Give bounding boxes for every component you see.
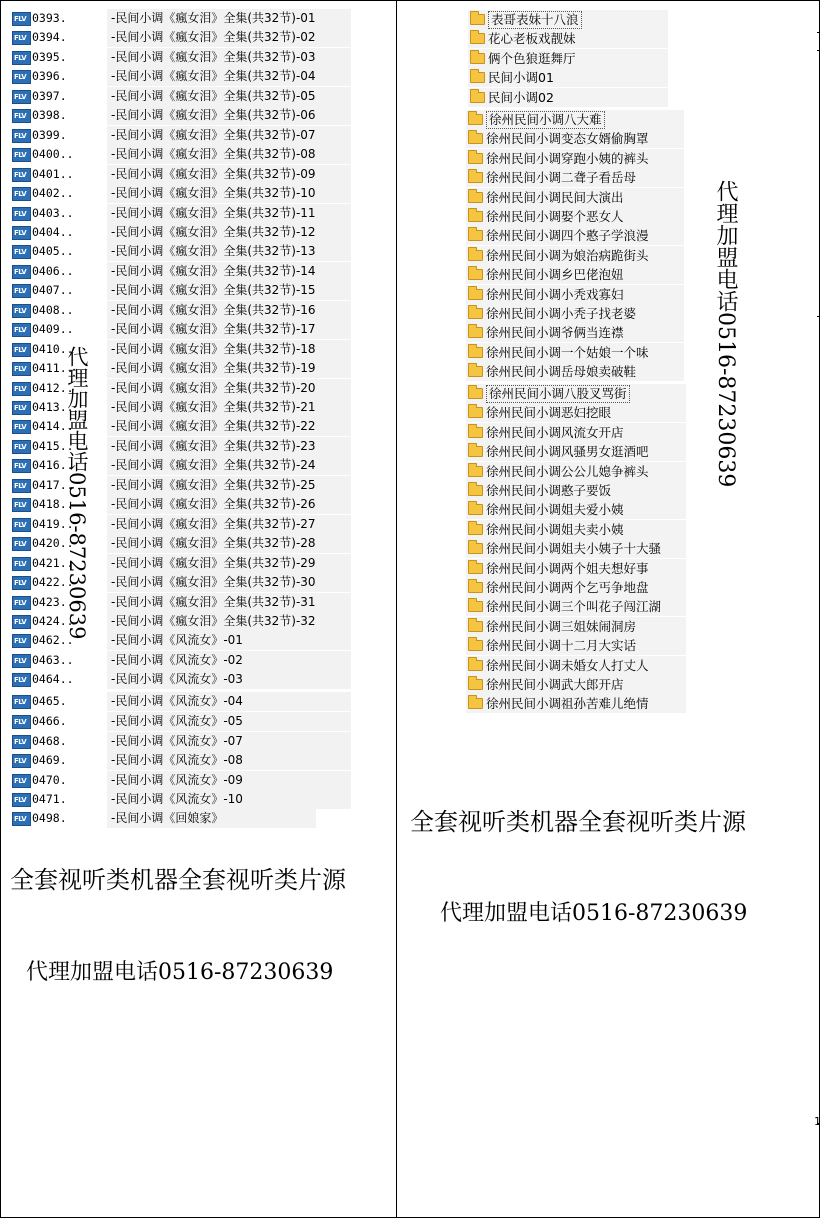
folder-list-item[interactable] — [466, 226, 684, 245]
folder-list-item[interactable] — [468, 68, 668, 87]
flv-file-icon — [12, 735, 31, 749]
folder-name: 徐州民间小调岳母娘卖破鞋 — [486, 364, 637, 380]
folder-icon — [468, 230, 483, 241]
folder-name: 花心老板戏靓妹 — [488, 31, 576, 47]
folder-name: 徐州民间小调三个叫花子闯江湖 — [486, 599, 662, 615]
file-number: 0398. — [32, 108, 67, 123]
file-title: -民间小调《瘋女泪》全集(共32节)-32 — [107, 612, 351, 631]
file-number: 0401.. — [32, 166, 74, 181]
file-number: 0463.. — [32, 652, 74, 667]
flv-file-icon — [12, 596, 31, 610]
file-title: -民间小调《瘋女泪》全集(共32节)-02 — [107, 28, 351, 47]
folder-icon — [470, 92, 485, 103]
file-number: 0419.. — [32, 516, 74, 531]
file-title: -民间小调《瘋女泪》全集(共32节)-12 — [107, 223, 351, 242]
folder-name: 徐州民间小调穿跑小姨的裤头 — [486, 150, 649, 166]
flv-file-icon — [12, 537, 31, 551]
right-edge-tick — [817, 316, 820, 317]
file-title: -民间小调《瘋女泪》全集(共32节)-13 — [107, 242, 351, 261]
file-title: -民间小调《风流女》-09 — [107, 771, 351, 790]
folder-name: 徐州民间小调未婚女人打丈人 — [486, 657, 649, 673]
flv-file-icon — [12, 129, 31, 143]
flv-file-icon — [12, 207, 31, 221]
folder-list-item[interactable] — [466, 304, 684, 323]
folder-icon — [468, 114, 483, 125]
folder-icon — [468, 679, 483, 690]
folder-list-item[interactable] — [466, 694, 686, 713]
file-title: -民间小调《瘋女泪》全集(共32节)-25 — [107, 476, 351, 495]
file-title: -民间小调《瘋女泪》全集(共32节)-14 — [107, 262, 351, 281]
file-number: 0393. — [32, 11, 67, 25]
folder-list-item[interactable] — [466, 384, 686, 403]
flv-file-icon — [12, 695, 31, 709]
folder-icon — [468, 640, 483, 651]
flv-file-icon — [12, 576, 31, 590]
file-number: 0422.. — [32, 575, 74, 590]
folder-list-item[interactable] — [466, 323, 684, 342]
flv-file-icon — [12, 557, 31, 571]
file-title: -民间小调《瘋女泪》全集(共32节)-08 — [107, 145, 351, 164]
file-title: -民间小调《瘋女泪》全集(共32节)-30 — [107, 573, 351, 592]
flv-file-icon — [12, 70, 31, 84]
file-title: -民间小调《瘋女泪》全集(共32节)-20 — [107, 379, 351, 398]
flv-file-icon — [12, 51, 31, 65]
file-title: -民间小调《瘋女泪》全集(共32节)-15 — [107, 281, 351, 300]
folder-icon — [468, 269, 483, 280]
folder-icon — [468, 504, 483, 515]
folder-list-item[interactable] — [466, 265, 684, 284]
flv-file-icon — [12, 812, 31, 826]
folder-list-item[interactable] — [466, 110, 684, 129]
folder-icon — [468, 601, 483, 612]
folder-icon — [468, 621, 483, 632]
folder-list-item[interactable] — [466, 539, 686, 558]
flv-file-icon — [12, 226, 31, 240]
folder-name: 徐州民间小调祖孙苦难儿绝情 — [486, 696, 649, 712]
folder-icon — [468, 427, 483, 438]
folder-icon — [468, 698, 483, 709]
folder-list-item[interactable] — [466, 362, 684, 381]
folder-name: 徐州民间小调风流女开店 — [486, 424, 624, 440]
folder-list-item[interactable] — [468, 10, 668, 29]
flv-file-icon — [12, 420, 31, 434]
folder-list-item[interactable] — [466, 520, 686, 539]
file-title: -民间小调《风流女》-10 — [107, 790, 351, 809]
folder-name: 徐州民间小调姐夫爱小姨 — [486, 502, 624, 518]
folder-icon — [468, 211, 483, 222]
vertical-phone-left: 代理加盟电话0516-87230639 — [65, 346, 89, 640]
folder-icon — [468, 347, 483, 358]
folder-list-item[interactable] — [466, 617, 686, 636]
folder-name: 徐州民间小调八股叉骂街 — [486, 385, 630, 403]
folder-name: 徐州民间小调爷俩当连襟 — [486, 325, 624, 341]
folder-list-item[interactable] — [468, 88, 668, 107]
flv-file-icon — [12, 148, 31, 162]
file-title: -民间小调《瘋女泪》全集(共32节)-26 — [107, 495, 351, 514]
phone-left: 代理加盟电话0516-87230639 — [26, 960, 334, 985]
folder-list-item[interactable] — [466, 500, 686, 519]
folder-icon — [470, 14, 485, 25]
folder-icon — [468, 582, 483, 593]
file-title: -民间小调《瘋女泪》全集(共32节)-11 — [107, 204, 351, 223]
folder-name: 徐州民间小调姐夫小姨子十大骚 — [486, 541, 662, 557]
flv-file-icon — [12, 754, 31, 768]
folder-name: 徐州民间小调公公儿媳争裤头 — [486, 463, 649, 479]
file-title: -民间小调《风流女》-04 — [107, 692, 351, 711]
slogan-left: 全套视听类机器全套视听类片源 — [10, 866, 346, 894]
folder-icon — [468, 466, 483, 477]
folder-name: 民间小调02 — [488, 89, 554, 105]
folder-icon — [468, 660, 483, 671]
file-number: 0417.. — [32, 477, 74, 492]
file-number: 0407.. — [32, 283, 74, 298]
file-number: 0414.. — [32, 419, 74, 434]
file-number: 0408.. — [32, 302, 74, 317]
file-title: -民间小调《瘋女泪》全集(共32节)-04 — [107, 67, 351, 86]
flv-file-icon — [12, 479, 31, 493]
flv-file-icon — [12, 31, 31, 45]
file-title: -民间小调《瘋女泪》全集(共32节)-03 — [107, 48, 351, 67]
folder-name: 徐州民间小调十二月大实话 — [486, 638, 637, 654]
folder-list-item[interactable] — [466, 129, 684, 148]
folder-icon — [468, 153, 483, 164]
column-divider — [396, 0, 397, 1218]
file-title: -民间小调《瘋女泪》全集(共32节)-27 — [107, 515, 351, 534]
folder-name: 徐州民间小调为娘治病跪街头 — [486, 247, 649, 263]
file-number: 0399. — [32, 127, 67, 142]
folder-icon — [468, 172, 483, 183]
file-title: -民间小调《风流女》-01 — [107, 631, 351, 650]
file-title: -民间小调《瘋女泪》全集(共32节)-29 — [107, 554, 351, 573]
flv-file-icon — [12, 168, 31, 182]
file-title: -民间小调《风流女》-08 — [107, 751, 351, 770]
file-title: -民间小调《瘋女泪》全集(共32节)-21 — [107, 398, 351, 417]
file-title: -民间小调《瘋女泪》全集(共32节)-17 — [107, 320, 351, 339]
file-number: 0395. — [32, 49, 67, 64]
file-title: -民间小调《风流女》-07 — [107, 732, 351, 751]
folder-icon — [468, 446, 483, 457]
folder-list-item[interactable] — [466, 597, 686, 616]
folder-list-item[interactable] — [466, 578, 686, 597]
flv-file-icon — [12, 323, 31, 337]
file-title: -民间小调《瘋女泪》全集(共32节)-22 — [107, 417, 351, 436]
flv-file-icon — [12, 343, 31, 357]
folder-icon — [468, 485, 483, 496]
folder-list-item[interactable] — [466, 168, 684, 187]
folder-icon — [468, 524, 483, 535]
folder-name: 徐州民间小调娶个恶女人 — [486, 209, 624, 224]
folder-list-item[interactable] — [466, 188, 684, 207]
file-number: 0404.. — [32, 224, 74, 239]
file-title: -民间小调《风流女》-05 — [107, 712, 351, 731]
folder-list-item[interactable] — [466, 636, 686, 655]
folder-icon — [468, 289, 483, 300]
file-number: 0415.. — [32, 438, 74, 453]
file-number: 0409.. — [32, 322, 74, 337]
file-number: 0424.. — [32, 613, 74, 628]
file-number: 0406.. — [32, 263, 74, 278]
folder-name: 徐州民间小调小秃子找老婆 — [486, 306, 637, 321]
file-title: -民间小调《瘋女泪》全集(共32节)-19 — [107, 359, 351, 378]
file-number: 0420.. — [32, 536, 74, 551]
right-edge-tick — [817, 50, 820, 51]
file-number: 0413.. — [32, 400, 74, 414]
folder-list-item[interactable] — [466, 559, 686, 578]
flv-file-icon — [12, 12, 31, 26]
flv-file-icon — [12, 673, 31, 687]
file-number: 0397. — [32, 88, 67, 103]
file-number: 0423.. — [32, 594, 74, 609]
vertical-phone-right: 代理加盟电话0516-87230639 — [713, 180, 738, 488]
folder-icon — [468, 366, 483, 377]
file-title: -民间小调《瘋女泪》全集(共32节)-07 — [107, 126, 351, 145]
flv-file-icon — [12, 498, 31, 512]
flv-file-icon — [12, 634, 31, 648]
flv-file-icon — [12, 245, 31, 259]
file-title: -民间小调《瘋女泪》全集(共32节)-06 — [107, 106, 351, 125]
page-number-fragment: 1 — [814, 1115, 821, 1128]
file-title: -民间小调《回娘家》 — [107, 809, 316, 828]
folder-icon — [468, 133, 483, 144]
folder-name: 徐州民间小调三姐妹闹洞房 — [486, 618, 637, 634]
file-title: -民间小调《瘋女泪》全集(共32节)-18 — [107, 340, 351, 359]
folder-name: 徐州民间小调二聋子看岳母 — [486, 170, 637, 186]
folder-list-item[interactable] — [466, 675, 686, 694]
folder-name: 民间小调01 — [488, 70, 554, 86]
folder-list-item[interactable] — [466, 481, 686, 500]
flv-file-icon — [12, 793, 31, 807]
folder-name: 徐州民间小调风骚男女逛酒吧 — [486, 444, 649, 460]
folder-list-item[interactable] — [466, 149, 684, 168]
folder-name: 表哥表妹十八浪 — [488, 11, 582, 29]
folder-icon — [468, 407, 483, 418]
file-title: -民间小调《风流女》-03 — [107, 670, 351, 689]
folder-list-item[interactable] — [466, 656, 686, 675]
folder-name: 徐州民间小调小秃戏寡妇 — [486, 286, 624, 302]
file-number: 0469. — [32, 753, 67, 768]
folder-list-item[interactable] — [466, 207, 684, 226]
folder-list-item[interactable] — [466, 246, 684, 265]
file-number: 0498. — [32, 811, 67, 826]
flv-file-icon — [12, 518, 31, 532]
folder-name: 徐州民间小调武大郎开店 — [486, 677, 624, 692]
file-number: 0412.. — [32, 380, 74, 395]
folder-icon — [468, 327, 483, 338]
file-title: -民间小调《瘋女泪》全集(共32节)-10 — [107, 184, 351, 203]
flv-file-icon — [12, 284, 31, 298]
file-number: 0411.. — [32, 361, 74, 376]
folder-list-item[interactable] — [466, 462, 686, 481]
folder-icon — [468, 563, 483, 574]
folder-name: 徐州民间小调一个姑娘一个味 — [486, 344, 649, 360]
folder-name: 徐州民间小调姐夫卖小姨 — [486, 521, 624, 537]
folder-name: 徐州民间小调两个乞丐争地盘 — [486, 580, 649, 595]
folder-name: 徐州民间小调乡巴佬泡妞 — [486, 267, 624, 283]
file-number: 0403.. — [32, 205, 74, 220]
file-number: 0418.. — [32, 497, 74, 512]
file-number: 0468. — [32, 733, 67, 748]
folder-list-item[interactable] — [466, 285, 684, 304]
folder-list-item[interactable] — [466, 403, 686, 422]
flv-file-icon — [12, 109, 31, 123]
folder-list-item[interactable] — [468, 29, 668, 48]
right-edge-tick — [817, 32, 820, 33]
file-number: 0416.. — [32, 458, 74, 473]
file-number: 0394. — [32, 30, 67, 45]
phone-right: 代理加盟电话0516-87230639 — [440, 901, 748, 926]
folder-name: 徐州民间小调两个姐夫想好事 — [486, 560, 649, 576]
file-title: -民间小调《瘋女泪》全集(共32节)-31 — [107, 593, 351, 612]
folder-icon — [470, 33, 485, 44]
file-number: 0471. — [32, 792, 67, 806]
file-number: 0400.. — [32, 147, 74, 162]
file-number: 0465. — [32, 693, 67, 708]
flv-file-icon — [12, 715, 31, 729]
file-title: -民间小调《瘋女泪》全集(共32节)-05 — [107, 87, 351, 106]
folder-name: 徐州民间小调四个憨子学浪漫 — [486, 228, 649, 244]
file-title: -民间小调《瘋女泪》全集(共32节)-09 — [107, 165, 351, 184]
file-title: -民间小调《瘋女泪》全集(共32节)-16 — [107, 301, 351, 320]
folder-icon — [468, 250, 483, 261]
file-title: -民间小调《风流女》-02 — [107, 651, 351, 670]
flv-file-icon — [12, 401, 31, 415]
folder-list-item[interactable] — [466, 442, 686, 461]
flv-file-icon — [12, 654, 31, 668]
folder-name: 徐州民间小调憨子要饭 — [486, 483, 612, 498]
file-title: -民间小调《瘋女泪》全集(共32节)-24 — [107, 456, 351, 475]
folder-icon — [468, 308, 483, 319]
file-number: 0466. — [32, 714, 67, 729]
file-number: 0464.. — [32, 672, 74, 687]
folder-name: 俩个色狼逛舞厅 — [488, 50, 576, 66]
flv-file-icon — [12, 382, 31, 396]
file-number: 0405.. — [32, 244, 74, 259]
folder-icon — [470, 53, 485, 64]
file-title: -民间小调《瘋女泪》全集(共32节)-23 — [107, 437, 351, 456]
folder-icon — [468, 192, 483, 203]
flv-file-icon — [12, 362, 31, 376]
file-title: -民间小调《瘋女泪》全集(共32节)-01 — [107, 9, 351, 28]
folder-list-item[interactable] — [466, 343, 684, 362]
flv-file-icon — [12, 265, 31, 279]
file-number: 0462.. — [32, 633, 74, 648]
flv-file-icon — [12, 440, 31, 454]
folder-icon — [468, 388, 483, 399]
folder-name: 徐州民间小调八大难 — [486, 111, 605, 129]
flv-file-icon — [12, 615, 31, 629]
file-title: -民间小调《瘋女泪》全集(共32节)-28 — [107, 534, 351, 553]
folder-icon — [468, 543, 483, 554]
file-number: 0396. — [32, 69, 67, 84]
folder-name: 徐州民间小调民间大演出 — [486, 189, 624, 205]
file-number: 0421.. — [32, 555, 74, 570]
file-number: 0410.. — [32, 341, 74, 356]
folder-list-item[interactable] — [468, 49, 668, 68]
folder-name: 徐州民间小调变态女婿偷胸罩 — [486, 131, 649, 147]
file-number: 0470. — [32, 772, 67, 787]
flv-file-icon — [12, 459, 31, 473]
flv-file-icon — [12, 304, 31, 318]
folder-list-item[interactable] — [466, 423, 686, 442]
file-number: 0402.. — [32, 186, 74, 201]
slogan-right: 全套视听类机器全套视听类片源 — [410, 808, 746, 836]
folder-icon — [470, 72, 485, 83]
flv-file-icon — [12, 90, 31, 104]
flv-file-icon — [12, 774, 31, 788]
folder-name: 徐州民间小调恶妇挖眼 — [486, 405, 612, 421]
flv-file-icon — [12, 187, 31, 201]
